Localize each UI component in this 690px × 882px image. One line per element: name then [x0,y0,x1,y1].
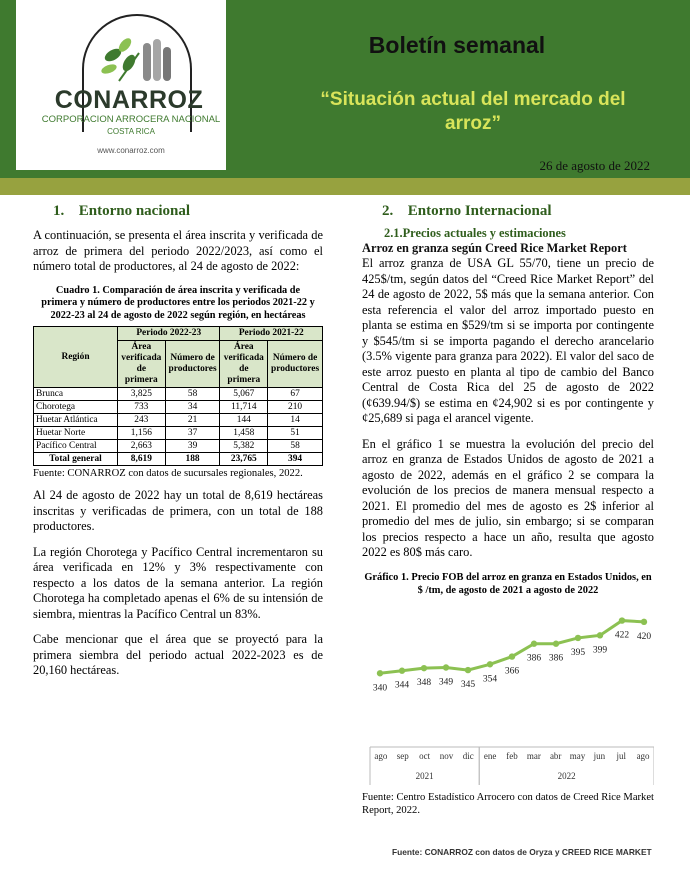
bulletin-subtitle: “Situación actual del mercado del arroz” [320,89,626,134]
table-row [34,401,323,414]
left-column [33,203,323,689]
cell-prod1: 37 [165,427,220,440]
data-label: 366 [504,666,520,677]
table-row [34,440,323,453]
area-table [33,326,323,466]
section-heading-national [33,203,323,220]
table-row [34,427,323,440]
cell-prod1: 39 [165,440,220,453]
bulletin-date: 26 de agosto de 2022 [539,158,650,173]
section-number: 2. [382,203,394,219]
x-tick-label: oct [419,750,431,761]
cell-prod1: 58 [165,388,220,401]
section-heading-international [362,203,654,220]
price-line-chart [362,599,654,789]
cell-area1: 243 [118,414,166,427]
cell-region: Pacífico Central [34,440,118,453]
cell-area1: 2,663 [118,440,166,453]
intro-paragraph: A continuación, se presenta el área inscrita y verificada de arroz de primera del periodo 2022/2023, así como el número total de productores, al 24 de agosto de 2022: [33,228,323,273]
data-point [443,664,449,670]
col-header-area2: Área verificada de primera [220,341,268,388]
data-label: 345 [460,679,476,690]
table-row [34,414,323,427]
table-row [34,388,323,401]
cell-total-area2: 23,765 [220,453,268,466]
paragraph-regions: La región Chorotega y Pacífico Central incrementaron su área verificada en 12% y 3% respectivamente con respecto a los datos de la semana anterior. La región Chorotega ha completado apenas el 6% de su intensión de siembra, mientras la Pacífico Central un 83%. [33,544,323,621]
col-header-period2: Periodo 2021-22 [220,327,323,341]
cell-prod2: 51 [268,427,323,440]
data-point [399,667,405,673]
col-header-prod1: Número de productores [165,341,220,388]
paragraph-total: Al 24 de agosto de 2022 hay un total de 8,619 hectáreas inscritas y verificadas de primera, con un total de 188 productores. [33,488,323,533]
data-label: 422 [614,630,630,641]
bulletin-title: Boletín semanal [368,32,546,58]
report-heading: Arroz en granza según Creed Rice Market Report [362,241,627,255]
paragraph-evolution: En el gráfico 1 se muestra la evolución del precio del arroz en granza de Estados Unidos de agosto de 2021 a agosto de 2022, además en el gráfico 2 se compara la evolución de los precios de manera mensual respecto a 2021. El promedio del mes de agosto es 2$ inferior al promedio del mes de julio, sin embargo; si se comparan los precios respecto a hace un año, resulta que agosto 2022 es 80$ más caro. [362,436,654,559]
logo-name: CONARROZ [54,86,204,114]
chart-source: Fuente: Centro Estadístico Arrocero con datos de Creed Rice Market Report, 2022. [362,791,654,816]
data-point [619,617,625,623]
x-tick-label: ago [374,750,388,761]
data-point [377,670,383,676]
right-column [362,203,654,817]
cell-total-label: Total general [34,453,118,466]
logo-subtitle: CORPORACION ARROCERA NACIONAL [41,114,221,125]
data-point [487,661,493,667]
cell-region: Huetar Atlántica [34,414,118,427]
section-number: 1. [53,203,65,219]
data-point [575,634,581,640]
cell-area2: 144 [220,414,268,427]
cell-region: Brunca [34,388,118,401]
chart-title: Gráfico 1. Precio FOB del arroz en granza en Estados Unidos, en $ /tm, de agosto de 2021 a agosto de 2022 [364,571,652,596]
year-label: 2022 [557,770,576,781]
data-label: 348 [416,677,432,688]
subsection-heading [362,226,654,241]
x-tick-label: jun [593,750,606,761]
cell-area1: 733 [118,401,166,414]
x-tick-label: dic [462,750,474,761]
data-label: 354 [482,673,498,684]
data-label: 386 [548,653,564,664]
footer-source: Fuente: CONARROZ con datos de Oryza y CREED RICE MARKET [392,847,652,857]
data-label: 349 [438,677,454,687]
cell-prod2: 14 [268,414,323,427]
col-header-area1: Área verificada de primera [118,341,166,388]
cell-area2: 5,382 [220,440,268,453]
data-label: 344 [394,680,410,691]
section-title: Entorno Internacional [407,203,552,219]
col-header-prod2: Número de productores [268,341,323,388]
paragraph-prices: El arroz granza de USA GL 55/70, tiene un precio de 425$/tm, según datos del “Creed Rice Market Report” del 24 de agosto de 2022, 5$ más que la semana anterior. Con esta referencia el valor del arroz importado puesto en planta se estima en $529/tm si se importa por contingente y $545/tm si se importa pagando el derecho arancelario (3.5% vigente para granza para 2022). El valor del saco de este arroz puesto en planta al tipo de cambio del Banco Central de Costa Rica del 25 de agosto de 2022 (¢639.94/$) se estima en ¢24,902 si es por contingente y ¢25,689 si paga el arancel vigente. [362,256,654,425]
data-point [641,618,647,624]
table-total-row [34,453,323,466]
data-point [509,653,515,659]
cell-total-prod1: 188 [165,453,220,466]
x-tick-label: jul [616,750,626,761]
col-header-period1: Periodo 2022-23 [118,327,220,341]
section-title: Entorno nacional [78,203,191,219]
header-strip [0,178,690,195]
data-point [597,632,603,638]
cell-region: Huetar Norte [34,427,118,440]
x-tick-label: ago [636,750,650,761]
rice-plant-icon [99,33,179,85]
table-caption: Cuadro 1. Comparación de área inscrita y verificada de primera y número de productores entre los periodos 2021-22 y 2022-23 al 24 de agosto de 2022 según región, en hectáreas [41,284,315,321]
subsection-title: Precios actuales y estimaciones [402,226,566,240]
cell-area2: 5,067 [220,388,268,401]
paragraph-projection: Cabe mencionar que el área que se proyectó para la primera siembra del periodo actual 2022-2023 es de 20,160 hectáreas. [33,632,323,677]
cell-prod1: 34 [165,401,220,414]
x-tick-label: abr [549,750,562,761]
data-label: 399 [592,644,608,655]
x-tick-label: nov [439,750,454,761]
data-point [421,664,427,670]
data-label: 340 [372,682,388,693]
cell-prod1: 21 [165,414,220,427]
cell-area1: 3,825 [118,388,166,401]
data-point [553,640,559,646]
logo-url: www.conarroz.com [97,146,165,155]
x-tick-label: ene [483,750,497,761]
logo [16,0,226,170]
logo-country: COSTA RICA [107,127,155,136]
cell-area2: 1,458 [220,427,268,440]
subsection-number: 2.1. [384,226,403,240]
cell-region: Chorotega [34,401,118,414]
data-point [531,640,537,646]
data-label: 420 [636,631,652,642]
cell-area1: 1,156 [118,427,166,440]
cell-prod2: 58 [268,440,323,453]
x-tick-label: may [569,750,586,761]
cell-total-area1: 8,619 [118,453,166,466]
data-label: 395 [570,647,586,658]
data-label: 386 [526,653,542,664]
col-header-region: Región [34,327,118,388]
data-point [465,666,471,672]
cell-prod2: 67 [268,388,323,401]
table-source: Fuente: CONARROZ con datos de sucursales regionales, 2022. [33,468,303,479]
cell-total-prod2: 394 [268,453,323,466]
x-tick-label: sep [396,750,409,761]
cell-prod2: 210 [268,401,323,414]
year-label: 2021 [415,770,434,781]
x-tick-label: mar [526,750,541,761]
cell-area2: 11,714 [220,401,268,414]
x-tick-label: feb [506,750,518,761]
